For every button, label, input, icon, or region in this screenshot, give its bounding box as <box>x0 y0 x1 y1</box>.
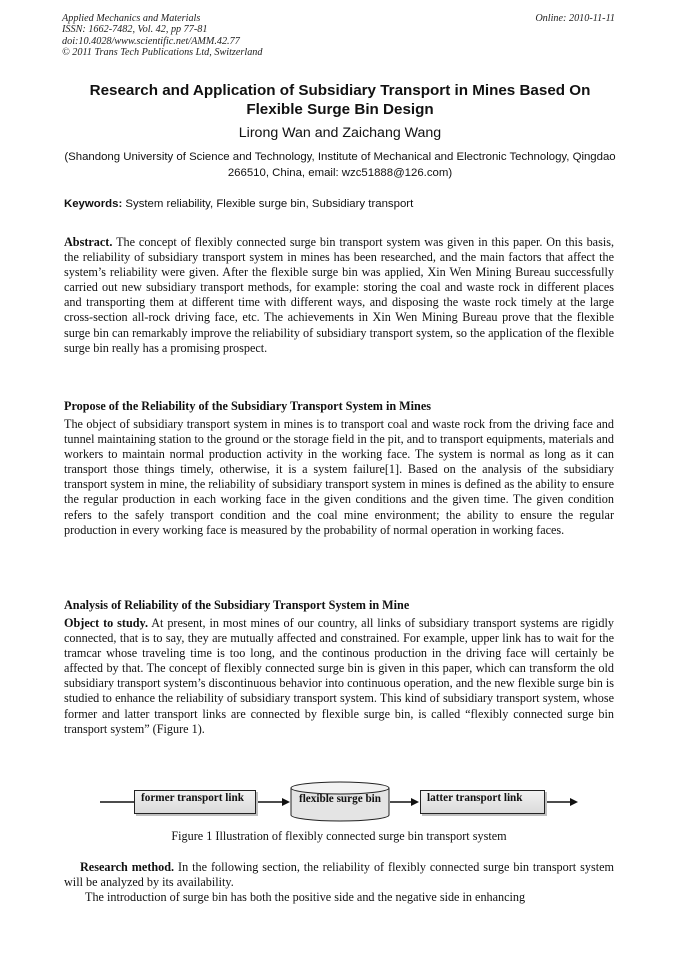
section2-heading: Analysis of Reliability of the Subsidiary Transport System in Mine <box>64 598 410 612</box>
flexible-surge-bin-label: flexible surge bin <box>298 793 382 805</box>
former-transport-link-label: former transport link <box>141 792 244 804</box>
object-text: At present, in most mines of our country, all links of subsidiary transport systems are rigidly connected, that is to say, they are mutually affected and constrained. For example, upper link has to wait for the tramcar whose traveling time is too long, and the continous production in the driving face will certainly be affected by that. The concept of flexibly connected surge bin is given in this paper, which can transform the old subsidiary transport system’s discontinuous behavior into continuous operation, and the new flexible surge bin is studied to enhance the reliability of subsidiary transport system. This kind of subsidiary transport system, whose former and latter transport links are connected by flexible surge bin, is called “flexibly connected surge bin transport system” (Figure 1). <box>64 616 614 736</box>
abstract <box>64 235 614 356</box>
journal-name: Applied Mechanics and Materials <box>62 13 201 24</box>
paper-affiliation: (Shandong University of Science and Technology, Institute of Mechanical and Electronic Technology, Qingdao 266510, China, email: wzc51888@126.com) <box>64 151 616 179</box>
keywords-label: Keywords: <box>64 198 123 210</box>
paper-authors: Lirong Wan and Zaichang Wang <box>238 125 442 141</box>
latter-transport-link-box <box>420 790 545 814</box>
figure-1-diagram <box>60 780 620 824</box>
figure-1-caption: Figure 1 Illustration of flexibly connected surge bin transport system <box>171 829 507 843</box>
latter-transport-link-label: latter transport link <box>427 792 523 804</box>
continuation-line: The introduction of surge bin has both the positive side and the negative side in enhancing <box>85 890 526 904</box>
object-label: Object to study. <box>64 616 148 630</box>
journal-doi: doi:10.4028/www.scientific.net/AMM.42.77 <box>62 35 240 47</box>
abstract-label: Abstract. <box>64 235 113 249</box>
paper-title: Research and Application of Subsidiary Transport in Mines Based On Flexible Surge Bin Design <box>89 82 591 118</box>
method-label: Research method. <box>80 860 175 874</box>
research-method-paragraph <box>64 860 614 890</box>
section1-heading: Propose of the Reliability of the Subsidiary Transport System in Mines <box>64 399 431 413</box>
former-transport-link-box <box>134 790 256 814</box>
method-text: In the following section, the reliability of flexibly connected surge bin transport system will be analyzed by its availability. <box>64 860 614 890</box>
online-date: Online: 2010-11-11 <box>535 13 615 24</box>
journal-header <box>62 13 618 59</box>
abstract-text: The concept of flexibly connected surge bin transport system was given in this paper. On this basis, the reliability of subsidiary transport system in mines has been researched, and the main factors that affect the system’s reliability were given. After the flexible surge bin was applied, Xin Wen Mining Bureau successfully carried out new subsidiary transport methods, for example: storing the coal and waste rock in different places and transporting them at different time with different ways, and disposing the waste rock timely at the large cross-section all-rock driving face, etc. The achievements in Xin Wen Mining Bureau prove that the flexible surge bin can remarkably improve the reliability of subsidiary transport system, so the application of the flexible surge bin really has a promising prospect. <box>64 235 614 355</box>
bin-to-latter-arrowhead <box>411 798 419 806</box>
output-arrowhead <box>570 798 578 806</box>
section1-body: The object of subsidiary transport system in mines is to transport coal and waste rock from the driving face and tunnel maintaining station to the ground or the storage field in the pit, and to transport equipments, materials and workers to maintain normal production activity in the working face. The system is normal as long as it can transport those things timely, otherwise, it is a system failure[1]. Based on the analysis of the subsidiary transport system in mine, the reliability of subsidiary transport system in mines is defined as the ability to ensure the regular production in each working face in the given conditions and the given time. The given condition refers to the safely transport condition and the coal mine environment; the ability to ensure the regular production in every working face is measured by the probability of normal operation in working faces. <box>64 417 614 537</box>
journal-copyright: © 2011 Trans Tech Publications Ltd, Switzerland <box>62 47 263 59</box>
former-to-bin-arrowhead <box>282 798 290 806</box>
keywords <box>64 198 618 210</box>
object-to-study-paragraph <box>64 616 614 737</box>
keywords-text: System reliability, Flexible surge bin, Subsidiary transport <box>122 198 414 210</box>
journal-issn: ISSN: 1662-7482, Vol. 42, pp 77-81 <box>62 24 208 36</box>
